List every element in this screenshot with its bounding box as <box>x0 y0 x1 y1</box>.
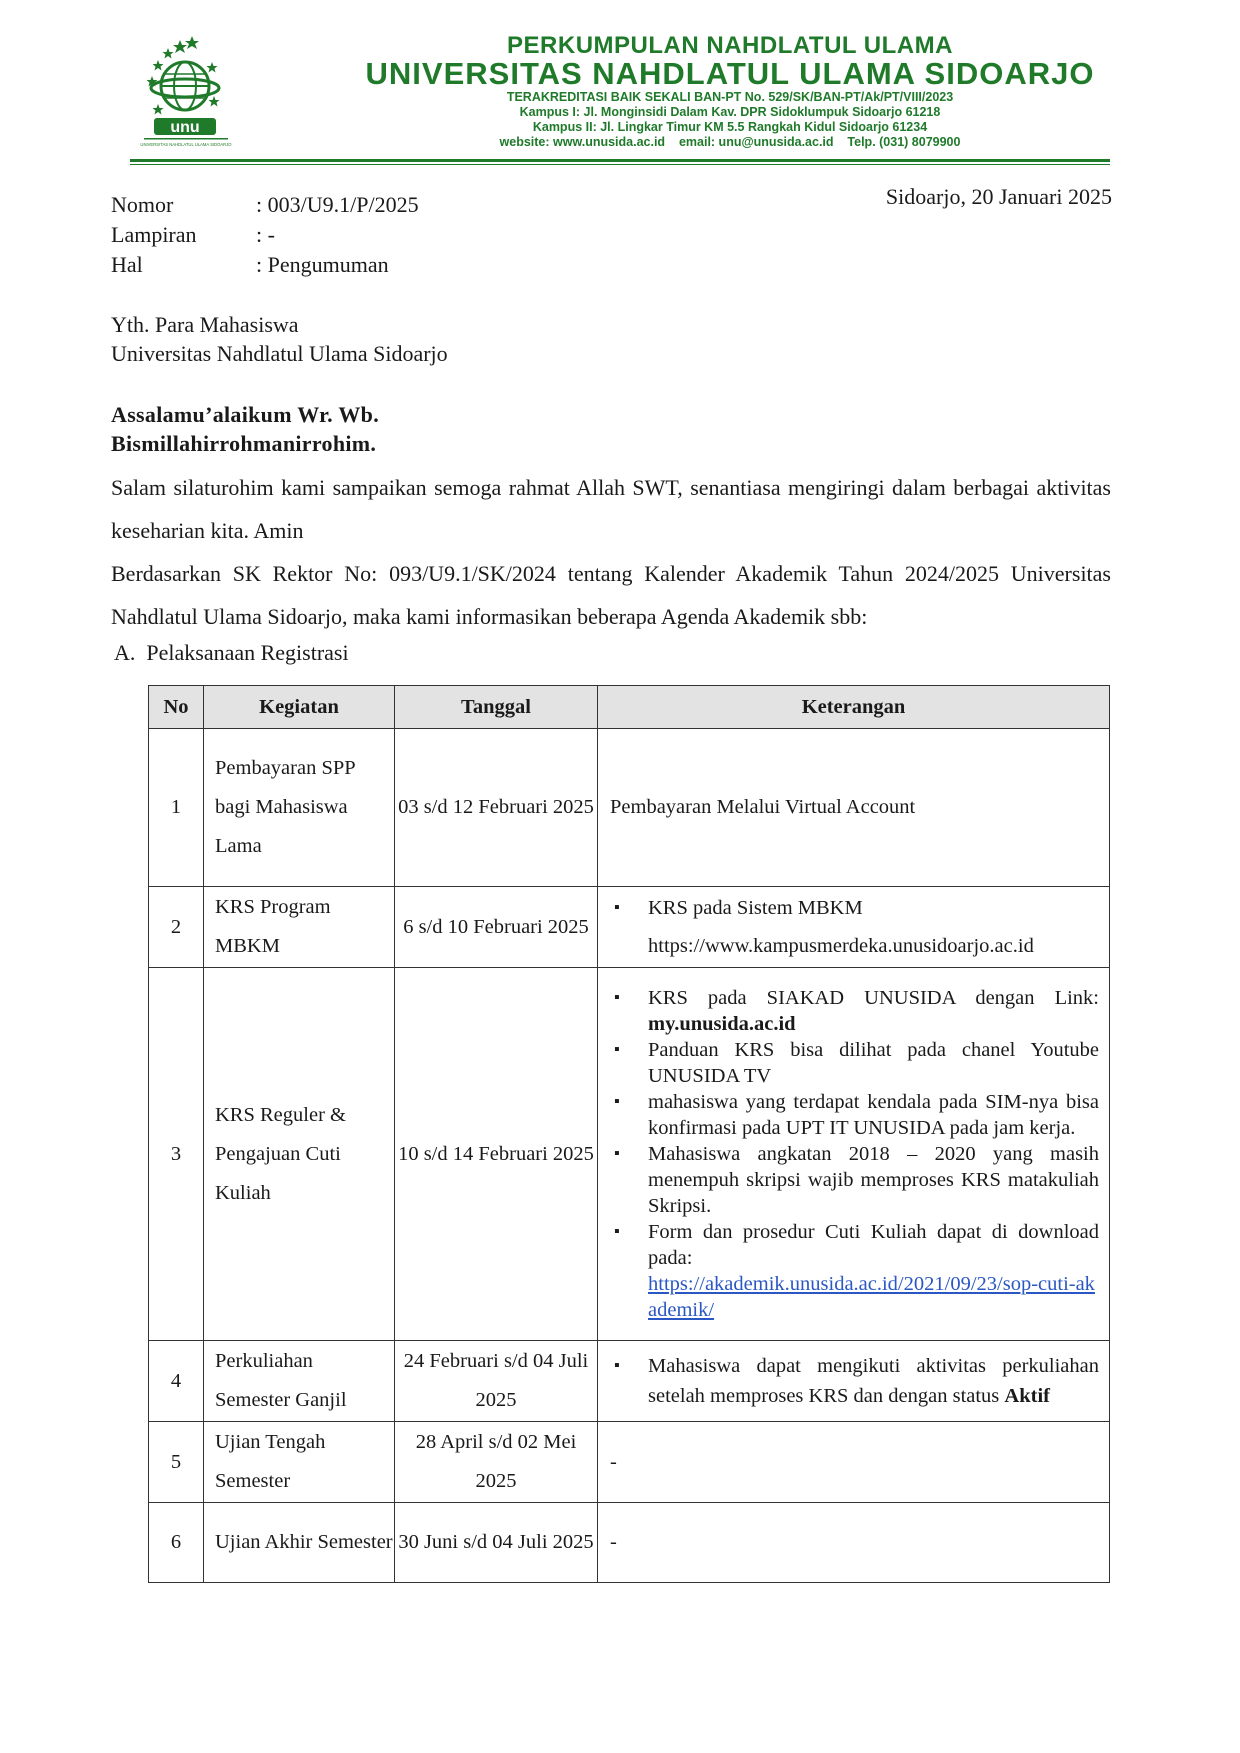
letter-date: Sidoarjo, 20 Januari 2025 <box>885 184 1112 209</box>
cell-kegiatan: Pembayaran SPP bagi Mahasiswa Lama <box>204 729 395 887</box>
bullet-item: ▪ Panduan KRS bisa dilihat pada chanel Youtube UNUSIDA TV <box>608 1037 1099 1089</box>
cuti-sop-link[interactable]: https://akademik.unusida.ac.id/2021/09/23/sop-cuti-akademik/ <box>648 1273 1095 1321</box>
cell-tanggal: 6 s/d 10 Februari 2025 <box>395 887 598 968</box>
cell-no: 2 <box>149 887 204 968</box>
header-keterangan: Keterangan <box>598 686 1110 729</box>
cell-keterangan <box>598 887 1110 968</box>
nomor-label: Nomor <box>111 192 174 217</box>
greeting-salam: Assalamu’alaikum Wr. Wb. <box>111 402 380 427</box>
cell-keterangan <box>598 1341 1110 1422</box>
contact-line: website: www.unusida.ac.id email: unu@unusida.ac.id Telp. (031) 8079900 <box>499 135 961 149</box>
status-aktif: Aktif <box>1004 1385 1050 1407</box>
bullet-text: KRS pada SIAKAD UNUSIDA dengan Link: <box>648 987 1099 1009</box>
svg-text:unu: unu <box>170 119 200 136</box>
greeting <box>111 400 379 458</box>
bullet-item <box>608 985 1099 1037</box>
cell-tanggal: 24 Februari s/d 04 Juli 2025 <box>395 1341 598 1422</box>
cell-kegiatan: Ujian Akhir Semester <box>204 1503 395 1583</box>
table-row <box>149 1422 1110 1503</box>
recipient-line-1: Yth. Para Mahasiswa <box>111 312 299 337</box>
university-name: UNIVERSITAS NAHDLATUL ULAMA SIDOARJO <box>365 56 1095 91</box>
cell-kegiatan: KRS Program MBKM <box>204 887 395 968</box>
table-row <box>149 968 1110 1341</box>
cell-keterangan: - <box>598 1503 1110 1583</box>
svg-text:UNIVERSITAS NAHDLATUL ULAMA SI: UNIVERSITAS NAHDLATUL ULAMA SIDOARJO <box>140 142 232 147</box>
cell-kegiatan: Ujian Tengah Semester <box>204 1422 395 1503</box>
nomor-value: : 003/U9.1/P/2025 <box>256 192 419 217</box>
cell-kegiatan: KRS Reguler & Pengajuan Cuti Kuliah <box>204 968 395 1341</box>
section-a-heading: A. Pelaksanaan Registrasi <box>114 640 349 665</box>
letterhead <box>130 28 1110 156</box>
table-header-row <box>149 686 1110 729</box>
siakad-link: my.unusida.ac.id <box>648 1013 796 1035</box>
letterhead-rule <box>130 159 1110 162</box>
bullet-item <box>608 1351 1099 1411</box>
recipient <box>111 310 448 368</box>
cell-tanggal: 30 Juni s/d 04 Juli 2025 <box>395 1503 598 1583</box>
cell-tanggal: 03 s/d 12 Februari 2025 <box>395 729 598 887</box>
accreditation-line: TERAKREDITASI BAIK SEKALI BAN-PT No. 529/SK/BAN-PT/Ak/PT/VIII/2023 <box>506 90 954 104</box>
letter-meta <box>111 190 419 280</box>
paragraph-reference: Berdasarkan SK Rektor No: 093/U9.1/SK/2024 tentang Kalender Akademik Tahun 2024/2025 Universitas Nahdlatul Ulama Sidoarjo, maka kami informasikan beberapa Agenda Akademik sbb: <box>111 561 1111 629</box>
cell-keterangan: - <box>598 1422 1110 1503</box>
cell-no: 4 <box>149 1341 204 1422</box>
campus-2-address: Kampus II: Jl. Lingkar Timur KM 5.5 Rangkah Kidul Sidoarjo 61234 <box>532 120 928 134</box>
cell-no: 1 <box>149 729 204 887</box>
hal-label: Hal <box>111 252 143 277</box>
cell-kegiatan: Perkuliahan Semester Ganjil <box>204 1341 395 1422</box>
cell-no: 3 <box>149 968 204 1341</box>
bullet-item: ▪ Mahasiswa angkatan 2018 – 2020 yang masih menempuh skripsi wajib memproses KRS matakuliah Skripsi. <box>608 1141 1099 1219</box>
campus-1-address: Kampus I: Jl. Monginsidi Dalam Kav. DPR Sidoklumpuk Sidoarjo 61218 <box>519 105 941 119</box>
bullet-text: KRS pada Sistem MBKM <box>648 897 863 919</box>
header-no: No <box>149 686 204 729</box>
bullet-text: Mahasiswa dapat mengikuti aktivitas perkuliahan setelah memproses KRS dan dengan status <box>648 1355 1099 1407</box>
cell-no: 5 <box>149 1422 204 1503</box>
bullet-item: ▪ mahasiswa yang terdapat kendala pada SIM-nya bisa konfirmasi pada UPT IT UNUSIDA pada jam kerja. <box>608 1089 1099 1141</box>
bullet-item <box>608 1219 1099 1323</box>
bullet-text: Form dan prosedur Cuti Kuliah dapat di download pada: <box>648 1221 1099 1269</box>
header-tanggal: Tanggal <box>395 686 598 729</box>
recipient-line-2: Universitas Nahdlatul Ulama Sidoarjo <box>111 341 448 366</box>
table-row <box>149 729 1110 887</box>
hal-value: : Pengumuman <box>256 252 389 277</box>
table-row <box>149 1503 1110 1583</box>
cell-tanggal: 28 April s/d 02 Mei 2025 <box>395 1422 598 1503</box>
letterhead-text <box>280 34 1180 150</box>
cell-tanggal: 10 s/d 14 Februari 2025 <box>395 968 598 1341</box>
cell-keterangan <box>598 968 1110 1341</box>
cell-no: 6 <box>149 1503 204 1583</box>
letterhead-rule-thin <box>130 164 1110 165</box>
table-row <box>149 1341 1110 1422</box>
mbkm-url: https://www.kampusmerdeka.unusidoarjo.ac.id <box>648 935 1034 957</box>
university-logo <box>140 34 250 152</box>
lampiran-label: Lampiran <box>111 222 197 247</box>
paragraph-opening: Salam silaturohim kami sampaikan semoga rahmat Allah SWT, senantiasa mengiringi dalam berbagai aktivitas keseharian kita. Amin <box>111 475 1111 543</box>
agenda-table <box>148 685 1110 1583</box>
table-row <box>149 887 1110 968</box>
lampiran-value: : - <box>256 222 275 247</box>
bullet-item <box>608 889 1099 965</box>
greeting-basmalah: Bismillahirrohmanirrohim. <box>111 431 377 456</box>
organization-name: PERKUMPULAN NAHDLATUL ULAMA <box>507 32 953 59</box>
header-kegiatan: Kegiatan <box>204 686 395 729</box>
cell-keterangan: Pembayaran Melalui Virtual Account <box>598 729 1110 887</box>
